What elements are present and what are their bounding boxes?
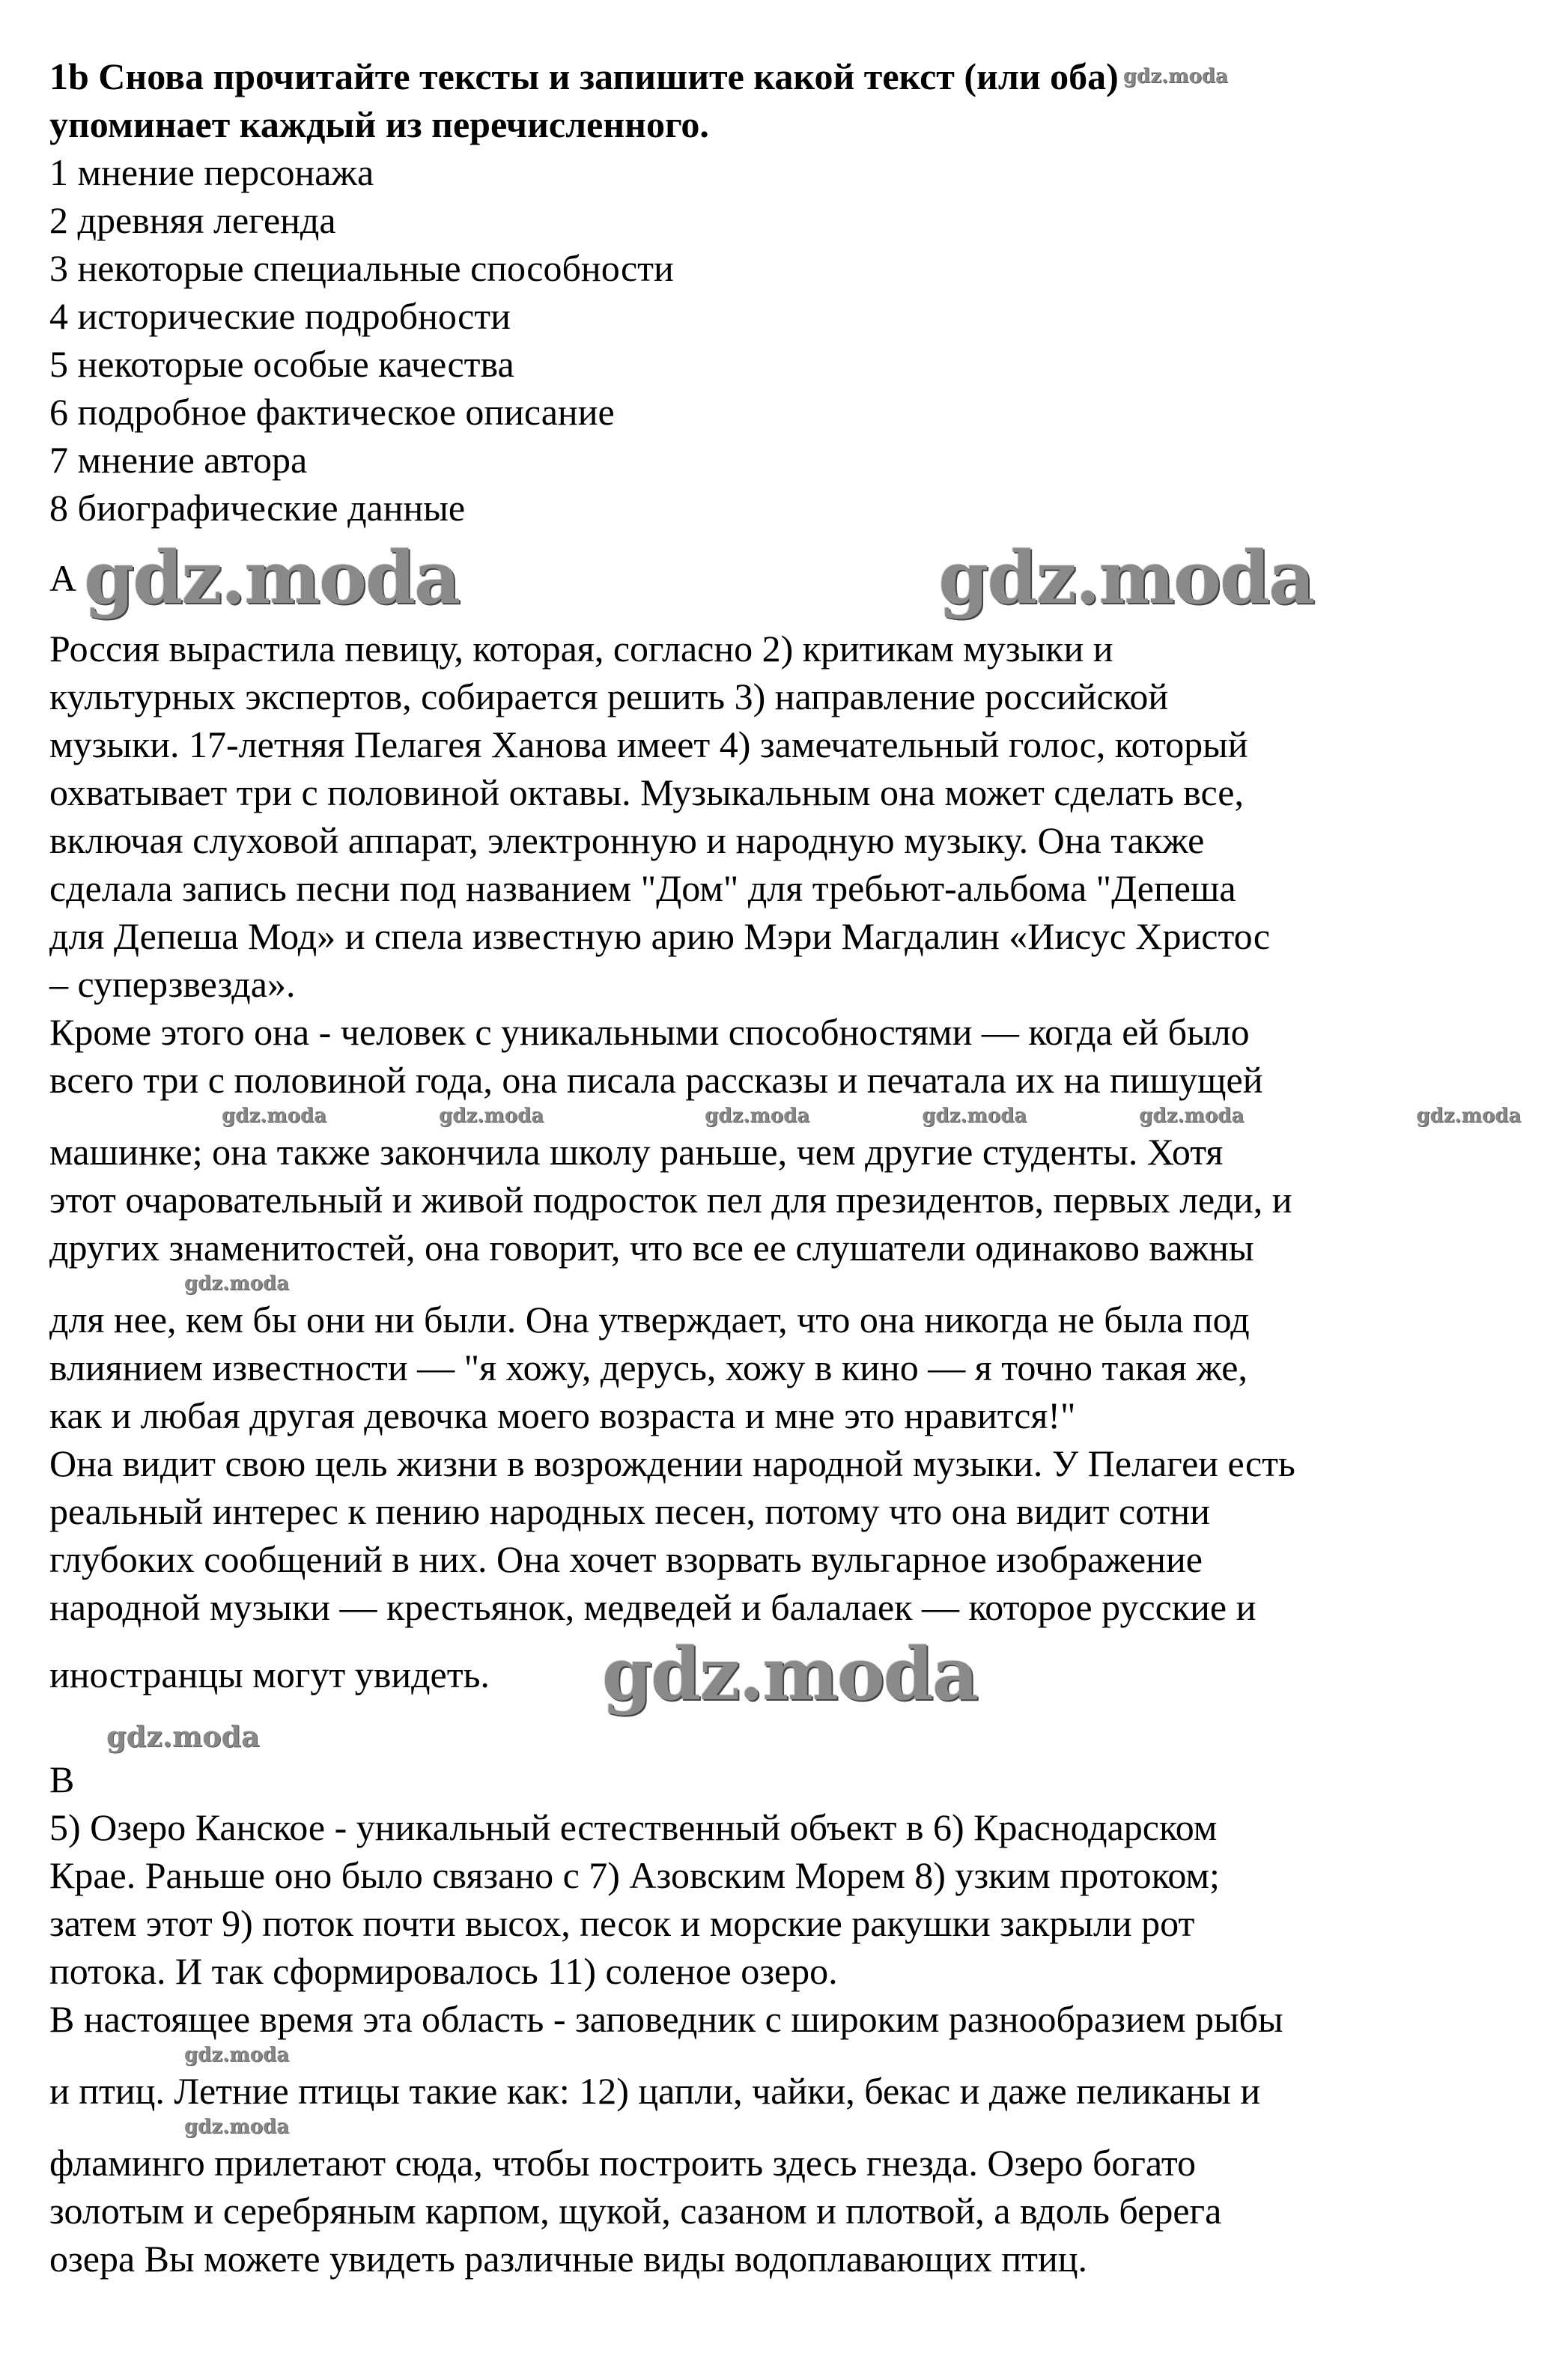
watermark-row (49, 1272, 1540, 1296)
list-item: 6 подробное фактическое описание (49, 391, 615, 433)
task-title-row (49, 52, 1540, 100)
text-a-label: A (49, 557, 77, 599)
text-a-line: – суперзвезда». (49, 963, 296, 1005)
watermark: gdz.moda (601, 1632, 977, 1716)
watermark: gdz.moda (184, 2116, 290, 2138)
watermark-row (49, 1104, 1540, 1128)
watermark: gdz.moda (184, 2044, 290, 2066)
text-b-line: фламинго прилетают сюда, чтобы построить здесь гнезда. Озеро богато (49, 2142, 1197, 2184)
watermark: gdz.moda (222, 1105, 327, 1127)
text-b-line: 5) Озеро Канское - уникальный естественный объект в 6) Краснодарском (49, 1806, 1218, 1848)
text-a-line: реальный интерес к пению народных песен, потому что она видит сотни (49, 1490, 1210, 1532)
text-b-line: Крае. Раньше оно было связано с 7) Азовским Морем 8) узким протоком; (49, 1854, 1220, 1896)
watermark: gdz.moda (705, 1105, 810, 1127)
text-a-line: музыки. 17-летняя Пелагея Ханова имеет 4) замечательный голос, который (49, 723, 1248, 765)
text-b (49, 1755, 1540, 2283)
text-a-line (49, 1631, 1540, 1718)
watermark: gdz.moda (1139, 1105, 1245, 1127)
list-item: 2 древняя легенда (49, 199, 336, 241)
text-b-label: B (49, 1758, 75, 1800)
text-a-line: для нее, кем бы они ни были. Она утверждает, что она никогда не была под (49, 1299, 1250, 1341)
list-item: 8 биографические данные (49, 487, 466, 529)
text-a-label-row (49, 532, 1540, 625)
watermark-row (49, 2115, 1540, 2139)
text-a-line: этот очаровательный и живой подросток пел для президентов, первых леди, и (49, 1179, 1292, 1221)
task-title-line: 1b Снова прочитайте тексты и запишите какой текст (или оба) (49, 55, 1119, 97)
watermark: gdz.moda (184, 1272, 290, 1295)
text-a (49, 532, 1540, 1718)
text-a-line: Кроме этого она - человек с уникальными способностями — когда ей было (49, 1011, 1250, 1053)
watermark-row (49, 2043, 1540, 2067)
list-item: 3 некоторые специальные способности (49, 247, 674, 289)
text-b-body (49, 1803, 1540, 2283)
watermark: gdz.moda (938, 535, 1314, 620)
list-item: 7 мнение автора (49, 439, 308, 481)
text-b-line: и птиц. Летние птицы такие как: 12) цапли, чайки, бекас и даже пеликаны и (49, 2070, 1261, 2112)
task-items-list (49, 148, 1540, 532)
task-title-line: упоминает каждый из перечисленного. (49, 103, 709, 145)
text-a-line: машинке; она также закончила школу раньше, чем другие студенты. Хотя (49, 1131, 1224, 1173)
text-a-line: всего три с половиной года, она писала рассказы и печатала их на пишущей (49, 1059, 1263, 1101)
text-a-line: включая слуховой аппарат, электронную и народную музыку. Она также (49, 819, 1205, 861)
task-heading (49, 52, 1540, 148)
text-a-line: Россия вырастила певицу, которая, согласно 2) критикам музыки и (49, 628, 1113, 670)
list-item: 1 мнение персонажа (49, 151, 374, 193)
text-a-line: для Депеша Мод» и спела известную арию Мэри Магдалин «Иисус Христос (49, 915, 1271, 957)
text-b-line: затем этот 9) поток почти высох, песок и морские ракушки закрыли рот (49, 1902, 1195, 1944)
text-a-line: культурных экспертов, собирается решить 3) направление российской (49, 675, 1169, 717)
text-a-line: охватывает три с половиной октавы. Музыкальным она может сделать все, (49, 771, 1244, 813)
watermark: gdz.moda (922, 1105, 1027, 1127)
text-b-line: потока. И так сформировалось 11) соленое озеро. (49, 1950, 838, 1992)
text-a-line: как и любая другая девочка моего возраста и мне это нравится!" (49, 1394, 1076, 1436)
text-a-body (49, 625, 1540, 1718)
text-a-line: других знаменитостей, она говорит, что все ее слушатели одинаково важны (49, 1227, 1254, 1269)
text-b-line: озера Вы можете увидеть различные виды водоплавающих птиц. (49, 2238, 1088, 2280)
text-a-line: Она видит свою цель жизни в возрождении народной музыки. У Пелагеи есть (49, 1442, 1295, 1484)
list-item: 5 некоторые особые качества (49, 343, 514, 385)
document-page (49, 52, 1540, 2283)
text-a-line: влиянием известности — "я хожу, дерусь, хожу в кино — я точно такая же, (49, 1347, 1248, 1388)
text-a-line: народной музыки — крестьянок, медведей и балалаек — которое русские и (49, 1586, 1256, 1628)
text-b-line: золотым и серебряным карпом, щукой, сазаном и плотвой, а вдоль берега (49, 2190, 1222, 2232)
watermark: gdz.moda (84, 535, 460, 620)
text-b-line: В настоящее время эта область - заповедник с широким разнообразием рыбы (49, 1998, 1283, 2040)
text-a-line: сделала запись песни под названием "Дом" для требьют-альбома "Депеша (49, 867, 1236, 909)
watermark: gdz.moda (106, 1719, 260, 1753)
list-item: 4 исторические подробности (49, 295, 511, 337)
watermark: gdz.moda (1122, 65, 1228, 88)
watermark: gdz.moda (1416, 1105, 1522, 1127)
text-a-line-text: иностранцы могут увидеть. (49, 1654, 490, 1695)
text-a-line: глубоких сообщений в них. Она хочет взорвать вульгарное изображение (49, 1538, 1203, 1580)
watermark: gdz.moda (439, 1105, 544, 1127)
